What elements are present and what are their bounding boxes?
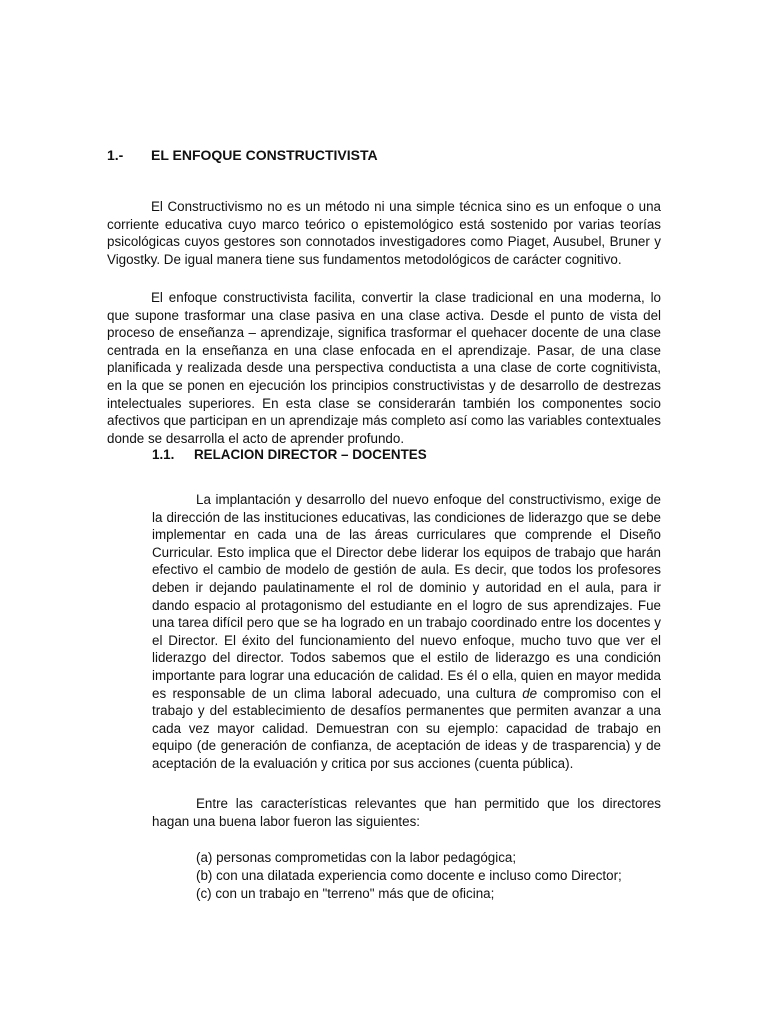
subsection-title: RELACION DIRECTOR – DOCENTES: [194, 447, 427, 462]
list-item-c: (c) con un trabajo en "terreno" más que de oficina;: [196, 886, 495, 901]
section-title: EL ENFOQUE CONSTRUCTIVISTA: [151, 147, 378, 163]
list-item-b: (b) con una dilatada experiencia como docente e incluso como Director;: [196, 868, 622, 883]
section-paragraph-1: El Constructivismo no es un método ni una simple técnica sino es un enfoque o una corriente educativa cuyo marco teórico o epistemológico está sostenido por varias teorías psicológicas cuyos gestores son connotados investigadores como Piaget, Ausubel, Bruner y Vigostky. De igual manera tiene sus fundamentos metodológicos de carácter cognitivo.: [107, 199, 661, 267]
subsection-paragraph-1-text-a: La implantación y desarrollo del nuevo enfoque del constructivismo, exige de la dirección de las instituciones educativas, las condiciones de liderazgo que se debe implementar en cada una de las áreas curriculares que comprende el Diseño Curricular. Esto implica que el Director debe liderar los equipos de trabajo que harán efectivo el cambio de modelo de gestión de aula. Es decir, que todos los profesores deben ir dejando paulatinamente el rol de dominio y autoridad en el aula, para ir dando espacio al protagonismo del estudiante en el logro de sus aprendizajes. Fue una tarea difícil pero que se ha logrado en un trabajo coordinado entre los docentes y el Director. El éxito del funcionamiento del nuevo enfoque, mucho tuvo que ver el liderazgo del director. Todos sabemos que el estilo de liderazgo es una condición importante para lograr una educación de calidad. Es él o ella, quien en mayor medida es responsable de un clima laboral adecuado, una cultura: [152, 492, 661, 701]
list-item-a: (a) personas comprometidas con la labor pedagógica;: [196, 850, 517, 865]
subsection-paragraph-1: [152, 491, 661, 773]
section-paragraph-2: El enfoque constructivista facilita, convertir la clase tradicional en una moderna, lo que supone trasformar una clase pasiva en una clase activa. Desde el punto de vista del proceso de enseñanza – aprendizaje, significa trasformar el quehacer docente de una clase centrada en la enseñanza en una clase enfocada en el aprendizaje. Pasar, de una clase planificada y realizada desde una perspectiva conductista a una clase de corte cognitivista, en la que se ponen en ejecución los principios constructivistas y de desarrollo de destrezas intelectuales superiores. En esta clase se considerarán también los componentes socio afectivos que participan en un aprendizaje más completo así como las variables contextuales donde se desarrolla el acto de aprender profundo.: [107, 290, 661, 446]
subsection-paragraph-2: Entre las características relevantes que han permitido que los directores hagan una buena labor fueron las siguientes:: [152, 796, 661, 829]
subsection-number: 1.1.: [152, 447, 175, 462]
subsection-paragraph-1-text-b: compromiso con el trabajo y del establecimiento de desafíos permanentes que permiten avanzar a una cada vez mayor calidad. Demuestran con su ejemplo: capacidad de trabajo en equipo (de generación de confianza, de aceptación de ideas y de trasparencia) y de aceptación de la evaluación y critica por sus acciones (cuenta pública).: [152, 685, 661, 771]
section-number: 1.-: [107, 147, 124, 163]
subsection-paragraph-1-italic: de: [522, 685, 538, 701]
